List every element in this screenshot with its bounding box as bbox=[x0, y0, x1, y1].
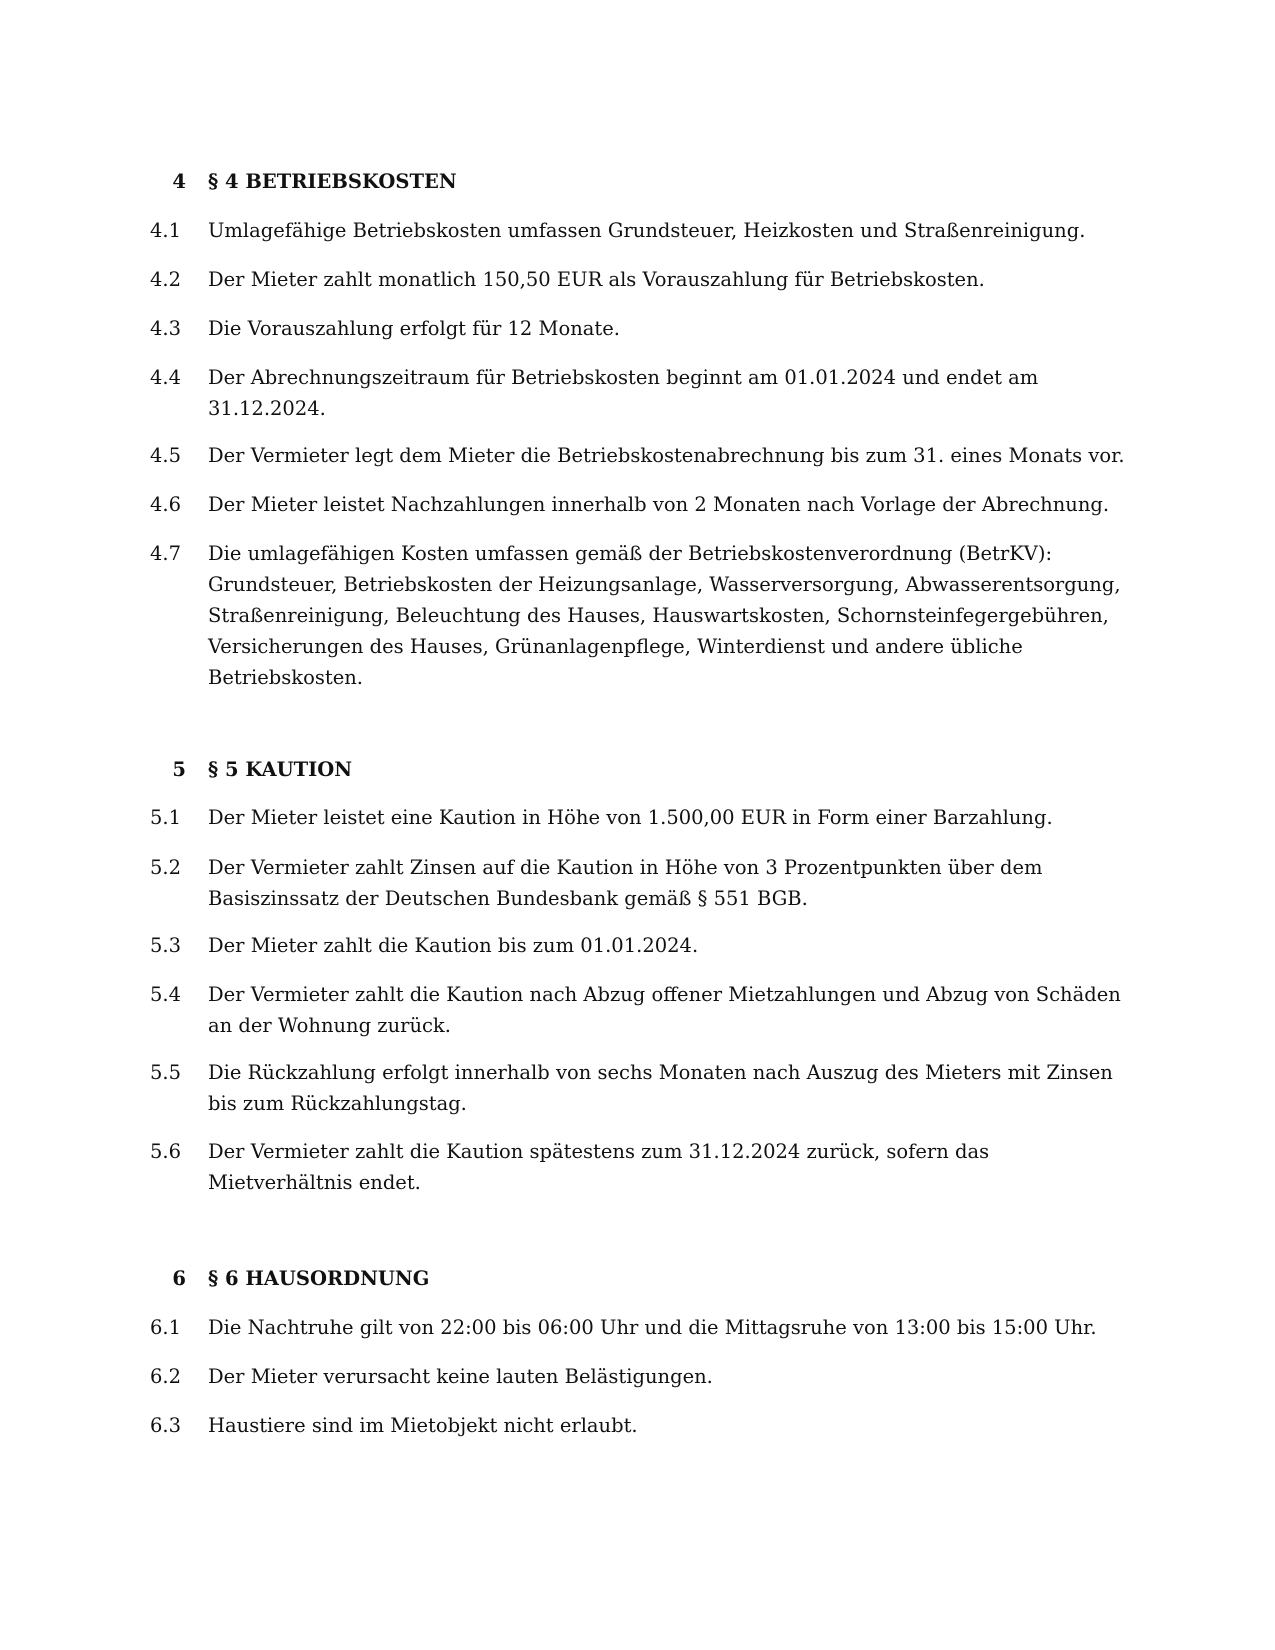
clause-text: Der Vermieter zahlt die Kaution spätestens zum 31.12.2024 zurück, sofern das Mietverhältnis endet. bbox=[208, 1140, 990, 1194]
clause-number: 4.5 bbox=[150, 444, 182, 467]
clause-number: 4.1 bbox=[150, 219, 182, 242]
clause-text: Die Rückzahlung erfolgt innerhalb von sechs Monaten nach Auszug des Mieters mit Zinsen bis zum Rückzahlungstag. bbox=[208, 1061, 1113, 1115]
clause-text: Der Vermieter zahlt die Kaution nach Abzug offener Mietzahlungen und Abzug von Schäden an der Wohnung zurück. bbox=[208, 983, 1121, 1037]
clause-number: 5.1 bbox=[150, 806, 182, 829]
clause-text: Haustiere sind im Mietobjekt nicht erlaubt. bbox=[208, 1414, 638, 1437]
clause-text: Der Vermieter legt dem Mieter die Betriebskostenabrechnung bis zum 31. eines Monats vor. bbox=[208, 444, 1125, 467]
clause-text: Der Mieter leistet Nachzahlungen innerhalb von 2 Monaten nach Vorlage der Abrechnung. bbox=[208, 493, 1110, 516]
section-heading bbox=[150, 167, 1130, 197]
clause-number: 4.2 bbox=[150, 268, 182, 291]
clause-text: Der Mieter leistet eine Kaution in Höhe von 1.500,00 EUR in Form einer Barzahlung. bbox=[208, 806, 1053, 829]
clause-number: 6.3 bbox=[150, 1414, 182, 1437]
clause-text: Der Mieter zahlt monatlich 150,50 EUR als Vorauszahlung für Betriebskosten. bbox=[208, 268, 985, 291]
clause-number: 4.6 bbox=[150, 493, 182, 516]
clause-number: 4.4 bbox=[150, 366, 182, 389]
section-number: 4 bbox=[172, 170, 186, 193]
clause-number: 5.2 bbox=[150, 856, 182, 879]
section-heading bbox=[150, 755, 1130, 785]
section-title: § 4 BETRIEBSKOSTEN bbox=[208, 170, 457, 193]
clause-number: 5.3 bbox=[150, 934, 182, 957]
clause-text: Der Mieter verursacht keine lauten Belästigungen. bbox=[208, 1365, 713, 1388]
clause-number: 5.4 bbox=[150, 983, 182, 1006]
section-number: 5 bbox=[172, 758, 186, 781]
clause-text: Die Vorauszahlung erfolgt für 12 Monate. bbox=[208, 317, 620, 340]
section-number: 6 bbox=[172, 1267, 186, 1290]
section-title: § 6 HAUSORDNUNG bbox=[208, 1267, 430, 1290]
clause-number: 5.5 bbox=[150, 1061, 182, 1084]
clause-text: Umlagefähige Betriebskosten umfassen Grundsteuer, Heizkosten und Straßenreinigung. bbox=[208, 219, 1086, 242]
clause-number: 4.7 bbox=[150, 542, 182, 565]
clause-text: Die Nachtruhe gilt von 22:00 bis 06:00 Uhr und die Mittagsruhe von 13:00 bis 15:00 Uhr. bbox=[208, 1316, 1097, 1339]
section-title: § 5 KAUTION bbox=[208, 758, 353, 781]
clause-text: Der Mieter zahlt die Kaution bis zum 01.01.2024. bbox=[208, 934, 699, 957]
clause-text: Der Abrechnungszeitraum für Betriebskosten beginnt am 01.01.2024 und endet am 31.12.2024. bbox=[208, 366, 1039, 420]
section-heading bbox=[150, 1264, 1130, 1294]
clause-number: 4.3 bbox=[150, 317, 182, 340]
clause-number: 6.2 bbox=[150, 1365, 182, 1388]
clause-text: Der Vermieter zahlt Zinsen auf die Kaution in Höhe von 3 Prozentpunkten über dem Basiszinssatz der Deutschen Bundesbank gemäß § 551 BGB. bbox=[208, 856, 1043, 910]
clause-number: 6.1 bbox=[150, 1316, 182, 1339]
clause-number: 5.6 bbox=[150, 1140, 182, 1163]
clause-text: Die umlagefähigen Kosten umfassen gemäß der Betriebskostenverordnung (BetrKV): Grundsteuer, Betriebskosten der Heizungsanlage, Wasserversorgung, Abwasserentsorgung, Straßenreinigung, Beleuchtung des Hauses, Hauswartskosten, Schornsteinfegergebühren, Versicherungen des Hauses, Grünanlagenpflege, Winterdienst und andere übliche Betriebskosten. bbox=[208, 542, 1121, 689]
